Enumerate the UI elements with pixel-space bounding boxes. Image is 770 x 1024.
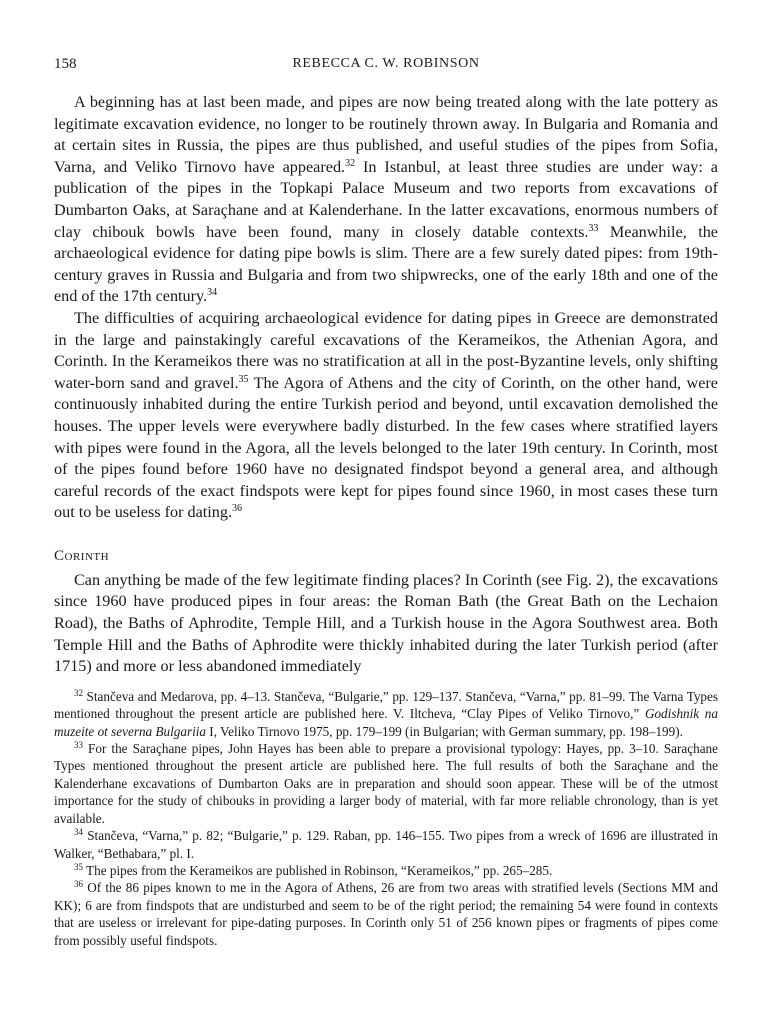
page-header [54, 56, 718, 76]
section-heading: Corinth [54, 547, 110, 564]
footnote-ref: 35 [238, 373, 249, 385]
footnote-ref: 33 [588, 222, 599, 234]
body-paragraph: Can anything be made of the few legitimate finding places? In Corinth (see Fig. 2), the excavations since 1960 have produced pipes in four areas: the Roman Bath (the Great Bath on the Lechaion Road), the Baths of Aphrodite, Temple Hill, and a Turkish house in the Agora Southwest area. Both Temple Hill and the Baths of Aphrodite were thickly inhabited during the later Turkish period (after 1715) and more or less abandoned immediately [54, 570, 718, 676]
footnote-ref: 32 [74, 687, 83, 698]
footnote-ref: 34 [74, 827, 83, 838]
footnote-ref: 32 [345, 157, 356, 169]
footnote-ref: 35 [74, 861, 83, 872]
footnote-ref: 33 [74, 740, 83, 751]
running-title: REBECCA C. W. ROBINSON [292, 56, 480, 71]
footnote-ref: 36 [74, 879, 83, 890]
footnote: $^{33}$ For the Saraçhane pipes, John Hayes has been able to prepare a provisional typology: Hayes, pp. 3–10. Saraçhane Types mentioned throughout the present article are published here. The full results of both the Saraçhane and the Kalenderhane excavations of Dumbarton Oaks are in preparation and should soon appear. These will be of the utmost importance for the study of chibouks in providing a larger body of material, with far more reliable chronology, than is yet available. [54, 740, 718, 826]
footnote-ref: 34 [207, 287, 218, 299]
footnote: $^{32}$ Stančeva and Medarova, pp. 4–13. Stančeva, “Bulgarie,” pp. 129–137. Stančeva, “Varna,” pp. 81–99. The Varna Types mentioned throughout the present article are published here. V. Iltcheva, “Clay Pipes of Veliko Tirnovo,” Godishnik na muzeite ot severna Bulgariia I, Veliko Tirnovo 1975, pp. 179–199 (in Bulgarian; with German summary, pp. 198–199). [54, 687, 718, 739]
page-body [54, 92, 718, 949]
footnote: $^{34}$ Stančeva, “Varna,” p. 82; “Bulgarie,” p. 129. Raban, pp. 146–155. Two pipes from a wreck of 1696 are illustrated in Walker, “Bethabara,” pl. I. [54, 827, 718, 861]
body-paragraph: A beginning has at last been made, and pipes are now being treated along with the late pottery as legitimate excavation evidence, no longer to be routinely thrown away. In Bulgaria and Romania and at certain sites in Russia, the pipes are thus published, and useful studies of the pipes from Sofia, Varna, and Veliko Tirnovo have appeared.$^{32}$ In Istanbul, at least three studies are under way: a publication of the pipes in the Topkapi Palace Museum and two reports from excavations of Dumbarton Oaks, at Saraçhane and at Kalenderhane. In the latter excavations, enormous numbers of clay chibouk bowls have been found, many in closely datable contexts.$^{33}$ Meanwhile, the archaeological evidence for dating pipe bowls is slim. There are a few surely dated pipes: from 19th-century graves in Russia and Bulgaria and from two shipwrecks, one of the early 18th and one of the end of the 17th century.$^{34}$ [54, 93, 718, 306]
footnotes [54, 688, 718, 949]
footnote: $^{36}$ Of the 86 pipes known to me in the Agora of Athens, 26 are from two areas with stratified levels (Sections MM and KK); 6 are from findspots that are undisturbed and seem to be of the right period; the remaining 54 were found in contexts that are useless or irrelevant for pipe-dating purposes. In Corinth only 51 of 256 known pipes or fragments of pipes come from possibly useful findspots. [54, 879, 718, 948]
footnote-ref: 36 [232, 503, 243, 515]
body-paragraph: The difficulties of acquiring archaeological evidence for dating pipes in Greece are demonstrated in the large and painstakingly careful excavations of the Kerameikos, the Athenian Agora, and Corinth. In the Kerameikos there was no stratification at all in the post-Byzantine levels, only shifting water-born sand and gravel.$^{35}$ The Agora of Athens and the city of Corinth, on the other hand, were continuously inhabited during the entire Turkish period and beyond, until excavation demolished the houses. The upper levels were everywhere badly disturbed. In the few cases where stratified layers with pipes were found in the Agora, all the levels belonged to the later 19th century. In Corinth, most of the pipes found before 1960 have no designated findspot beyond a general area, and although careful records of the exact findspots were kept for pipes found since 1960, in most cases these turn out to be useless for dating.$^{36}$ [54, 308, 718, 522]
footnote: $^{35}$ The pipes from the Kerameikos are published in Robinson, “Kerameikos,” pp. 265–285. [74, 861, 553, 878]
italic-title: Godishnik na muzeite ot severna Bulgariia [54, 706, 718, 739]
page-number: 158 [54, 56, 77, 72]
